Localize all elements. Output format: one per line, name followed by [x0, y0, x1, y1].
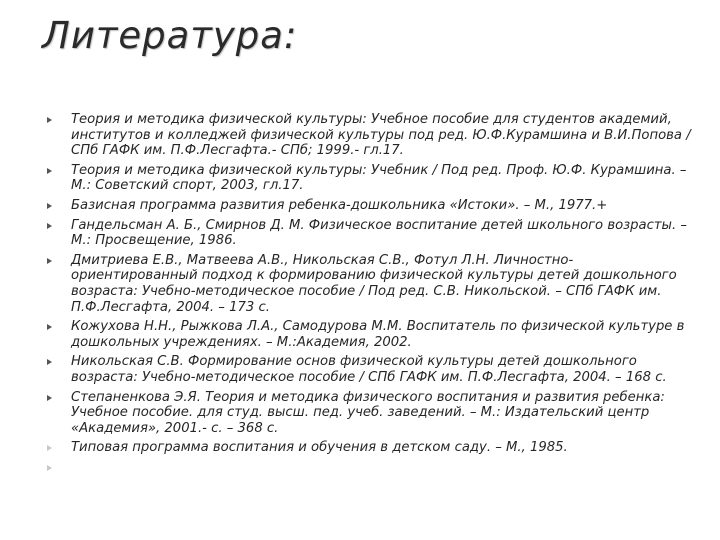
- reference-item: [44, 319, 694, 350]
- empty-list-item: [44, 460, 694, 476]
- reference-text: Типовая программа воспитания и обучения в детском саду. – М., 1985.: [71, 440, 568, 456]
- arrow-bullet-icon: [47, 465, 52, 471]
- reference-item: [44, 354, 694, 385]
- page-title: Литература:: [42, 14, 298, 57]
- arrow-bullet-icon: [47, 258, 52, 264]
- arrow-bullet-icon: [47, 168, 52, 174]
- reference-item: [44, 218, 694, 249]
- reference-text: Теория и методика физической культуры: Учебное пособие для студентов академий, институтов и колледжей физической культуры под ред. Ю.Ф.Курамшина и В.И.Попова / СПб ГАФК им. П.Ф.Лесгафта.- СПб; 1999.- гл.17.: [71, 112, 691, 159]
- arrow-bullet-icon: [47, 445, 52, 451]
- reference-item: [44, 112, 694, 159]
- arrow-bullet-icon: [47, 203, 52, 209]
- arrow-bullet-icon: [47, 117, 52, 123]
- reference-item: [44, 253, 694, 315]
- arrow-bullet-icon: [47, 359, 52, 365]
- reference-item: [44, 163, 694, 194]
- reference-text: Гандельсман А. Б., Смирнов Д. М. Физическое воспитание детей школьного возрасты. – М.: Просвещение, 1986.: [71, 217, 687, 249]
- reference-item: [44, 390, 694, 437]
- reference-item: [44, 440, 694, 456]
- reference-text: Дмитриева Е.В., Матвеева А.В., Никольская С.В., Фотул Л.Н. Личностно-ориентированный подход к формированию физической культуры детей дошкольного возраста: Учебно-методическое пособие / Под ред. С.В. Никольской. – СПб ГАФК им. П.Ф.Лесгафта, 2004. – 173 с.: [71, 252, 677, 315]
- reference-text: Никольская С.В. Формирование основ физической культуры детей дошкольного возраста: Учебно-методическое пособие / СПб ГАФК им. П.Ф.Лесгафта, 2004. – 168 с.: [71, 354, 667, 385]
- arrow-bullet-icon: [47, 395, 52, 401]
- reference-text: Теория и методика физической культуры: Учебник / Под ред. Проф. Ю.Ф. Курамшина. – М.: Советский спорт, 2003, гл.17.: [71, 162, 687, 194]
- arrow-bullet-icon: [47, 223, 52, 229]
- arrow-bullet-icon: [47, 324, 52, 330]
- reference-text: Степаненкова Э.Я. Теория и методика физического воспитания и развития ребенка: Учебное пособие. для студ. высш. пед. учеб. заведений. – М.: Издательский центр «Академия», 2001.- с. – 368 с.: [71, 389, 665, 436]
- reference-text: Базисная программа развития ребенка-дошкольника «Истоки». – М., 1977.+: [71, 197, 608, 213]
- reference-item: [44, 198, 694, 214]
- reference-list: [44, 112, 694, 480]
- reference-text: Кожухова Н.Н., Рыжкова Л.А., Самодурова М.М. Воспитатель по физической культуре в дошкольных учреждениях. – М.:Академия, 2002.: [71, 319, 685, 350]
